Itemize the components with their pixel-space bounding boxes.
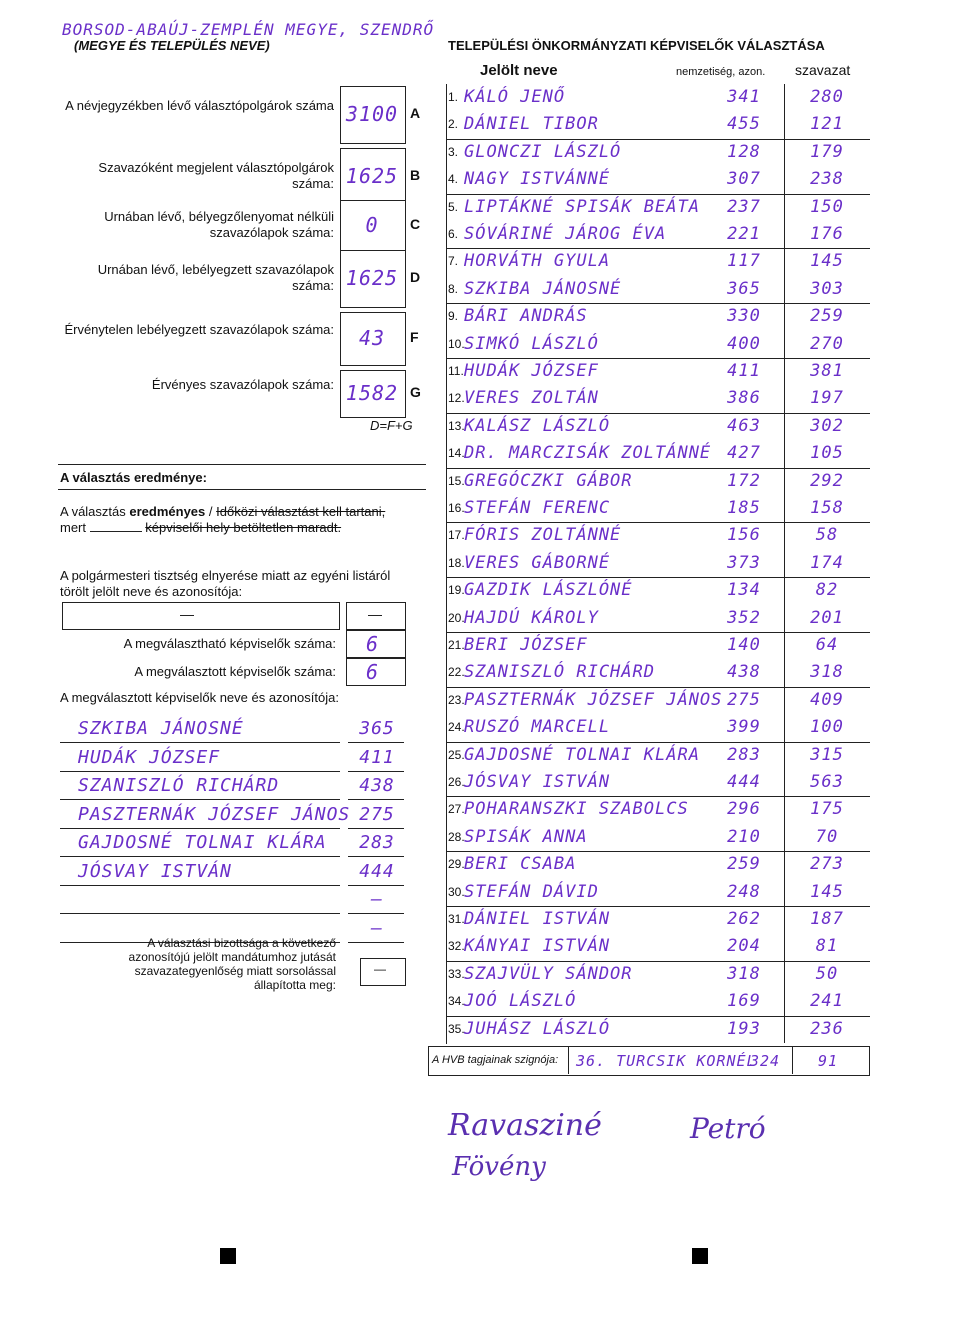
mayor-name-box (62, 602, 340, 630)
candidate-number: 27. (448, 802, 465, 817)
candidate-name: POHARANSZKI SZABOLCS (464, 799, 689, 820)
candidate-row (446, 1016, 870, 1043)
mayor-id: — (368, 606, 382, 622)
stat-label-5: Érvényes szavazólapok száma: (151, 377, 334, 392)
committee-value: — (374, 962, 386, 976)
candidate-row (446, 385, 870, 413)
candidate-row (446, 111, 870, 139)
candidate-id: 156 (727, 525, 761, 546)
candidate-row (446, 769, 870, 797)
stat-letter-5: G (410, 384, 421, 400)
signature-label: A HVB tagjainak szignója: (432, 1054, 559, 1066)
candidate-number: 34. (448, 994, 465, 1009)
committee-text: A választási bizottsága a következő azonosítójú jelölt mandátumhoz jutását szavazategyenlőség miatt sorsolással állapította meg: (128, 936, 336, 992)
elected-count-value: 6 (366, 660, 380, 684)
candidate-number: 7. (448, 254, 459, 269)
candidate-row (446, 933, 870, 961)
candidate-row (446, 632, 870, 659)
candidate-name: SÓVÁRINÉ JÁROG ÉVA (464, 224, 667, 244)
candidate-number: 6. (448, 227, 459, 241)
candidate-number: 12. (448, 391, 465, 406)
candidate-row (446, 166, 870, 194)
candidate-votes: 303 (810, 278, 844, 299)
candidate-row (446, 440, 870, 468)
candidate-number: 25. (448, 747, 465, 762)
candidate-votes: 150 (810, 196, 844, 217)
candidate-number: 35. (448, 1021, 465, 1036)
elected-row (60, 743, 406, 772)
candidate-votes: 259 (810, 306, 844, 327)
candidate-id: 283 (727, 744, 761, 765)
candidate-id: 365 (727, 278, 761, 299)
candidate-number: 19. (448, 583, 465, 598)
candidate-id: 248 (727, 881, 761, 902)
candidate-name: FÓRIS ZOLTÁNNÉ (464, 525, 622, 546)
candidate-id: 237 (727, 196, 761, 217)
candidate-name: RUSZÓ MARCELL (464, 717, 611, 738)
candidate-number: 31. (448, 912, 465, 926)
candidate-number: 33. (448, 966, 465, 981)
candidate-id: 221 (727, 224, 761, 244)
registration-mark-left (220, 1248, 236, 1264)
candidate-votes: 121 (810, 114, 844, 135)
candidate-row (446, 413, 870, 440)
candidate-id: 296 (727, 799, 761, 820)
candidate-row (446, 879, 870, 907)
col-name-header: Jelölt neve (480, 62, 558, 79)
candidate-row (446, 303, 870, 330)
candidate-id: 463 (727, 415, 761, 436)
candidate-id: 128 (727, 141, 761, 162)
candidate-id: 262 (727, 909, 761, 929)
candidate-id: 352 (727, 607, 761, 628)
candidate-votes: 105 (810, 443, 844, 464)
candidate-number: 17. (448, 528, 465, 543)
candidate-number: 9. (448, 309, 459, 324)
candidate-id: 204 (727, 936, 761, 957)
candidate-id: 427 (727, 443, 761, 464)
stat-label-3: Urnában lévő, lebélyegzett szavazólapok száma: (97, 262, 334, 293)
candidate-id: 438 (727, 662, 761, 683)
elected-name: JÓSVAY ISTVÁN (78, 860, 232, 882)
candidate-row (446, 824, 870, 852)
candidate-name: SZANISZLÓ RICHÁRD (464, 662, 655, 683)
elected-id: — (371, 917, 383, 939)
stat-label-0: A névjegyzékben lévő választópolgárok száma (65, 98, 334, 113)
candidate-id: 193 (727, 1018, 761, 1039)
candidate-id: 169 (727, 991, 761, 1012)
candidate-id: 399 (727, 717, 761, 738)
candidate-row (446, 714, 870, 742)
candidate-votes: 318 (810, 662, 844, 683)
result-line1-d: Időközi választást kell tartani, (216, 504, 386, 519)
stat-value-5: 1582 (345, 381, 399, 405)
candidate-name: SZAJVÜLY SÁNDOR (464, 963, 633, 984)
mayor-name: — (180, 606, 194, 622)
elected-name: PASZTERNÁK JÓZSEF JÁNOS (78, 803, 351, 825)
result-line1-a: A választás (60, 504, 126, 519)
candidate-number: 5. (448, 199, 459, 214)
candidate-row (446, 331, 870, 359)
candidate-number: 28. (448, 829, 465, 844)
candidate-name: STEFÁN DÁVID (464, 881, 599, 902)
candidate-id: 259 (727, 854, 761, 875)
electable-value: 6 (366, 632, 380, 656)
candidate-votes: 292 (810, 470, 844, 491)
candidate-votes: 563 (810, 772, 844, 792)
candidate-name: HUDÁK JÓZSEF (464, 361, 599, 381)
candidate-votes: 179 (810, 141, 844, 162)
candidate-row (446, 687, 870, 714)
candidate-votes: 201 (810, 607, 844, 628)
candidate-id: 373 (727, 552, 761, 573)
candidate-name: JUHÁSZ LÁSZLÓ (464, 1018, 611, 1039)
candidate-votes: 273 (810, 854, 844, 875)
county-handwritten: BORSOD-ABAÚJ-ZEMPLÉN MEGYE, SZENDRŐ (62, 20, 435, 39)
candidate-number: 14. (448, 446, 465, 461)
candidate-number: 13. (448, 418, 465, 433)
candidate-id: 117 (727, 251, 761, 272)
candidate-number: 23. (448, 692, 465, 707)
candidate-votes: 70 (815, 826, 839, 847)
elected-id: 444 (359, 860, 395, 882)
candidate-number: 30. (448, 884, 465, 899)
candidate-name: NAGY ISTVÁNNÉ (464, 169, 611, 190)
elected-row (60, 714, 406, 743)
candidate-votes: 176 (810, 224, 844, 244)
result-heading: A választás eredménye: (60, 470, 207, 485)
page-title: TELEPÜLÉSI ÖNKORMÁNYZATI KÉPVISELŐK VÁLASZTÁSA (448, 38, 825, 53)
elected-row (60, 828, 406, 857)
elected-row (60, 800, 406, 829)
candidate-id: 341 (727, 87, 761, 107)
candidate-votes: 175 (810, 799, 844, 820)
stat-letter-0: A (410, 105, 421, 121)
candidate-name: SZKIBA JÁNOSNÉ (464, 278, 622, 299)
candidate-votes: 145 (810, 251, 844, 272)
candidate-votes: 100 (810, 717, 844, 738)
stat-value-0: 3100 (345, 102, 399, 126)
elected-id: 365 (359, 718, 395, 739)
elected-id: 411 (359, 746, 395, 768)
candidate-number: 11. (448, 364, 464, 378)
candidate-name: LIPTÁKNÉ SPISÁK BEÁTA (464, 196, 700, 217)
candidate-votes: 187 (810, 909, 844, 929)
elected-id: 283 (359, 832, 395, 853)
candidate-votes: 145 (810, 881, 844, 902)
extra-candidate-votes: 91 (818, 1052, 839, 1070)
stat-letter-4: F (410, 329, 419, 345)
col-votes-header: szavazat (795, 62, 851, 78)
candidate-votes: 241 (810, 991, 844, 1012)
candidate-row (446, 221, 870, 249)
signature-3: Fövény (452, 1152, 546, 1182)
candidate-number: 8. (448, 281, 459, 296)
candidate-votes: 270 (810, 333, 844, 354)
candidate-id: 210 (727, 826, 761, 847)
candidate-votes: 50 (815, 963, 839, 984)
candidate-row (446, 961, 870, 988)
candidate-row (446, 906, 870, 933)
candidate-votes: 174 (810, 552, 844, 573)
stat-letter-2: C (410, 216, 421, 232)
candidate-name: JOÓ LÁSZLÓ (464, 991, 577, 1012)
registration-mark-right (692, 1248, 708, 1264)
result-line-1 (60, 504, 385, 519)
candidate-number: 3. (448, 144, 459, 159)
candidate-name: GAZDIK LÁSZLÓNÉ (464, 580, 633, 601)
candidate-votes: 315 (810, 744, 844, 765)
candidate-name: BERI JÓZSEF (464, 635, 588, 655)
candidate-id: 275 (727, 689, 761, 710)
candidate-row (446, 796, 870, 823)
candidate-name: BERI CSABA (464, 854, 577, 875)
elected-name: SZANISZLÓ RICHÁRD (78, 775, 280, 796)
stat-value-3: 1625 (345, 266, 399, 290)
candidate-row (446, 276, 870, 304)
candidate-number: 15. (448, 473, 465, 488)
candidate-id: 455 (727, 114, 761, 135)
candidate-number: 24. (448, 720, 465, 735)
candidate-name: SIMKÓ LÁSZLÓ (464, 333, 599, 354)
candidate-name: VERES GÁBORNÉ (464, 552, 611, 573)
candidate-votes: 236 (810, 1018, 844, 1039)
col-nat-header: nemzetiség, azon. (676, 66, 766, 78)
candidate-row (446, 605, 870, 633)
candidate-votes: 81 (815, 936, 839, 957)
result-line2-b: képviselői hely betöltetlen maradt. (145, 520, 342, 535)
candidate-id: 172 (727, 470, 761, 491)
elected-row (60, 885, 406, 914)
candidate-votes: 302 (810, 415, 844, 436)
elected-name: GAJDOSNÉ TOLNAI KLÁRA (78, 832, 327, 853)
candidate-name: BÁRI ANDRÁS (464, 306, 588, 327)
candidate-number: 32. (448, 939, 465, 954)
result-line2-a: mert (60, 520, 86, 535)
candidate-votes: 58 (815, 525, 839, 546)
candidate-id: 185 (727, 498, 761, 518)
elected-id: 275 (359, 803, 395, 825)
stat-letter-1: B (410, 167, 421, 183)
candidate-name: STEFÁN FERENC (464, 498, 611, 518)
elected-name: HUDÁK JÓZSEF (78, 746, 221, 768)
candidate-number: 21. (448, 638, 465, 652)
elected-list-label: A megválasztott képviselők neve és azonosítója: (60, 690, 339, 705)
stat-value-1: 1625 (345, 164, 399, 188)
candidate-name: KÁNYAI ISTVÁN (464, 936, 611, 957)
result-line1-b: eredményes (129, 504, 206, 519)
candidate-id: 140 (727, 635, 761, 655)
stat-value-4: 43 (358, 326, 386, 350)
extra-candidate-id: 324 (750, 1052, 781, 1070)
candidate-votes: 238 (810, 169, 844, 190)
signature-1: Ravasziné (448, 1108, 602, 1143)
candidate-row (446, 742, 870, 769)
candidate-name: GREGÓCZKI GÁBOR (464, 470, 633, 491)
stat-label-1: Szavazóként megjelent választópolgárok száma: (98, 160, 334, 191)
candidate-name: HORVÁTH GYULA (464, 251, 611, 272)
signature-2: Petró (690, 1112, 766, 1145)
candidate-id: 307 (727, 169, 761, 190)
candidate-row (446, 358, 870, 385)
candidate-row (446, 550, 870, 578)
candidate-name: DÁNIEL ISTVÁN (464, 909, 611, 929)
candidate-number: 18. (448, 555, 465, 570)
candidate-row (446, 988, 870, 1016)
candidate-row (446, 577, 870, 604)
candidate-number: 1. (448, 90, 459, 104)
candidate-row (446, 194, 870, 221)
extra-candidate: 36. TURCSIK KORNÉL (576, 1052, 757, 1070)
elected-count-label: A megválasztott képviselők száma: (134, 664, 336, 679)
candidate-votes: 280 (810, 87, 844, 107)
candidate-row (446, 522, 870, 549)
candidate-number: 16. (448, 501, 465, 515)
candidate-votes: 64 (815, 635, 839, 655)
candidate-id: 386 (727, 388, 761, 409)
candidate-id: 411 (727, 361, 761, 381)
candidate-id: 330 (727, 306, 761, 327)
candidate-id: 400 (727, 333, 761, 354)
candidate-votes: 381 (810, 361, 844, 381)
candidate-row (446, 495, 870, 523)
result-line1-c: / (208, 504, 213, 519)
candidate-name: KALÁSZ LÁSZLÓ (464, 415, 611, 436)
candidate-row (446, 659, 870, 687)
stat-letter-3: D (410, 269, 421, 285)
county-label: (MEGYE ÉS TELEPÜLÉS NEVE) (74, 38, 270, 53)
candidate-row (446, 851, 870, 878)
candidate-id: 134 (727, 580, 761, 601)
electable-label: A megválasztható képviselők száma: (123, 636, 336, 651)
elected-row (60, 771, 406, 800)
candidate-name: DR. MARCZISÁK ZOLTÁNNÉ (464, 443, 712, 464)
candidate-number: 10. (448, 336, 465, 351)
candidate-id: 318 (727, 963, 761, 984)
candidate-name: GAJDOSNÉ TOLNAI KLÁRA (464, 744, 700, 765)
candidate-votes: 409 (810, 689, 844, 710)
candidate-name: PASZTERNÁK JÓZSEF JÁNOS (464, 689, 723, 710)
elected-id: 438 (359, 775, 395, 796)
candidate-number: 2. (448, 117, 459, 132)
candidate-row (446, 139, 870, 166)
candidate-number: 4. (448, 172, 459, 187)
candidate-number: 26. (448, 775, 465, 789)
candidate-votes: 82 (815, 580, 839, 601)
formula: D=F+G (370, 418, 413, 433)
candidate-id: 444 (727, 772, 761, 792)
candidate-name: VERES ZOLTÁN (464, 388, 599, 409)
elected-name: SZKIBA JÁNOSNÉ (78, 718, 244, 739)
candidate-votes: 158 (810, 498, 844, 518)
result-line-2 (60, 520, 341, 535)
candidate-row (446, 84, 870, 111)
candidate-name: DÁNIEL TIBOR (464, 114, 599, 135)
stat-label-2: Urnában lévő, bélyegzőlenyomat nélküli szavazólapok száma: (104, 209, 334, 240)
candidate-name: HAJDÚ KÁROLY (464, 607, 599, 628)
candidate-number: 29. (448, 857, 465, 872)
candidate-name: SPISÁK ANNA (464, 826, 588, 847)
candidate-number: 20. (448, 610, 465, 625)
candidate-number: 22. (448, 665, 465, 680)
stat-label-4: Érvénytelen lebélyegzett szavazólapok száma: (64, 322, 334, 337)
candidate-name: GLONCZI LÁSZLÓ (464, 141, 622, 162)
candidate-votes: 197 (810, 388, 844, 409)
elected-id: — (371, 889, 383, 910)
elected-row (60, 857, 406, 886)
candidate-row (446, 248, 870, 275)
mayor-text: A polgármesteri tisztség elnyerése miatt az egyéni listáról törölt jelölt neve és azonosítója: (60, 568, 391, 599)
stat-value-2: 0 (365, 213, 379, 237)
candidate-row (446, 468, 870, 495)
candidate-name: KÁLÓ JENŐ (464, 87, 566, 107)
candidate-name: JÓSVAY ISTVÁN (464, 772, 611, 792)
